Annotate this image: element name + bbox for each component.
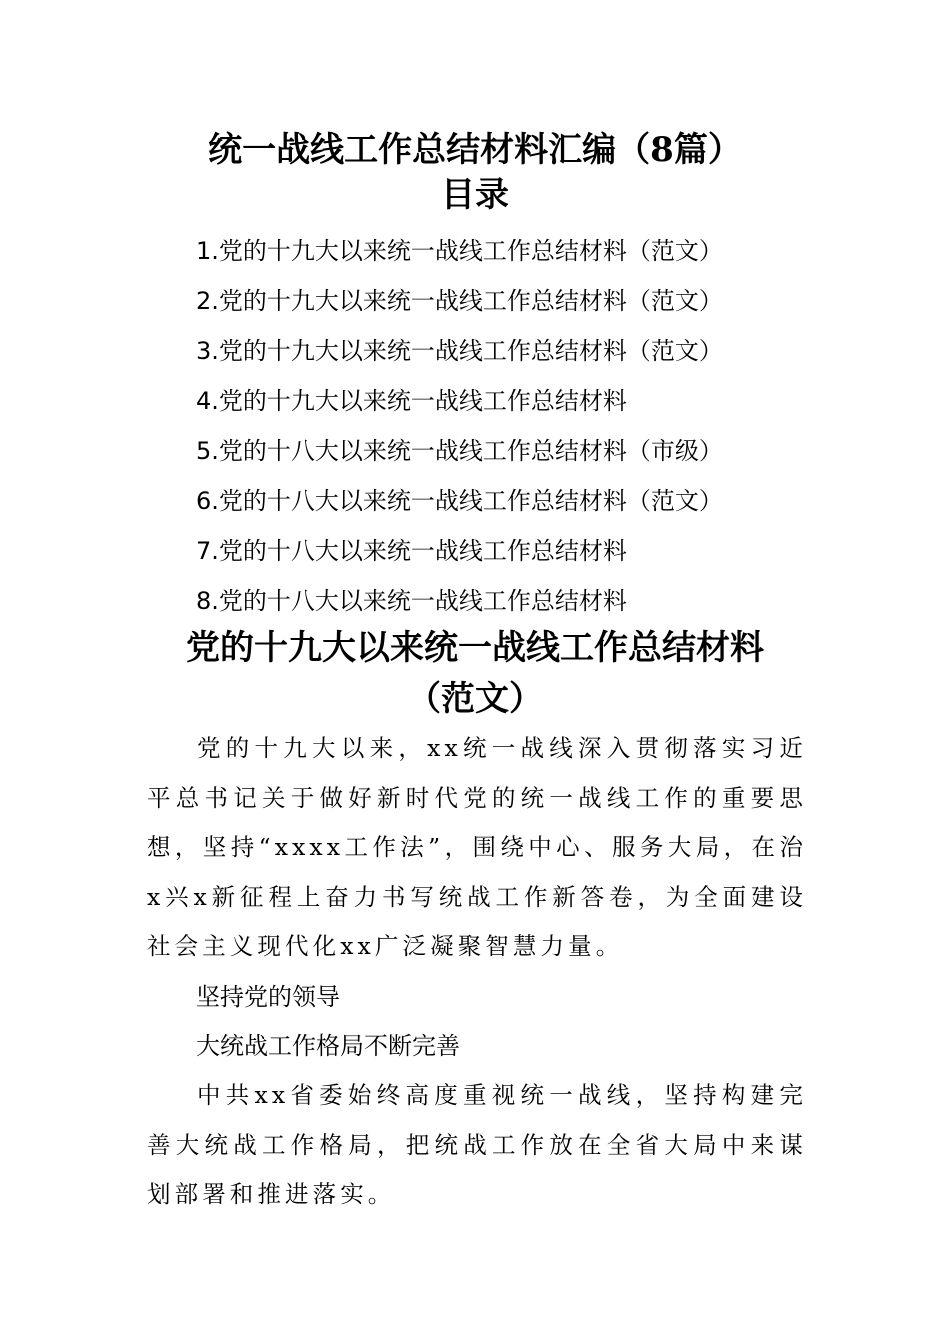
- article-title-suffix: （范文）: [407, 679, 543, 719]
- body-paragraph: 中共xx省委始终高度重视统一战线，坚持构建完善大统战工作格局，把统战工作放在全省大局中来谋划部署和推进落实。: [147, 1081, 807, 1209]
- toc-item[interactable]: 8.党的十八大以来统一战线工作总结材料: [196, 587, 627, 615]
- section-heading: 坚持党的领导: [196, 983, 340, 1011]
- toc-item[interactable]: 7.党的十八大以来统一战线工作总结材料: [196, 537, 627, 565]
- article-title: 党的十九大以来统一战线工作总结材料: [186, 628, 764, 668]
- toc-item[interactable]: 1.党的十九大以来统一战线工作总结材料（范文）: [196, 237, 723, 265]
- document-title: 统一战线工作总结材料汇编（8篇）: [208, 130, 742, 170]
- toc-item[interactable]: 6.党的十八大以来统一战线工作总结材料（范文）: [196, 487, 723, 515]
- subsection-heading: 大统战工作格局不断完善: [196, 1032, 460, 1060]
- intro-paragraph: 党的十九大以来，xx统一战线深入贯彻落实习近平总书记关于做好新时代党的统一战线工作的重要思想，坚持“xxxx工作法”，围绕中心、服务大局，在治x兴x新征程上奋力书写统战工作新答卷，为全面建设社会主义现代化xx广泛凝聚智慧力量。: [147, 734, 807, 961]
- toc-item[interactable]: 4.党的十九大以来统一战线工作总结材料: [196, 387, 627, 415]
- toc-heading: 目录: [441, 175, 509, 215]
- toc-item[interactable]: 2.党的十九大以来统一战线工作总结材料（范文）: [196, 287, 723, 315]
- toc-item[interactable]: 3.党的十九大以来统一战线工作总结材料（范文）: [196, 337, 723, 365]
- table-of-contents: [196, 228, 723, 628]
- toc-item[interactable]: 5.党的十八大以来统一战线工作总结材料（市级）: [196, 437, 723, 465]
